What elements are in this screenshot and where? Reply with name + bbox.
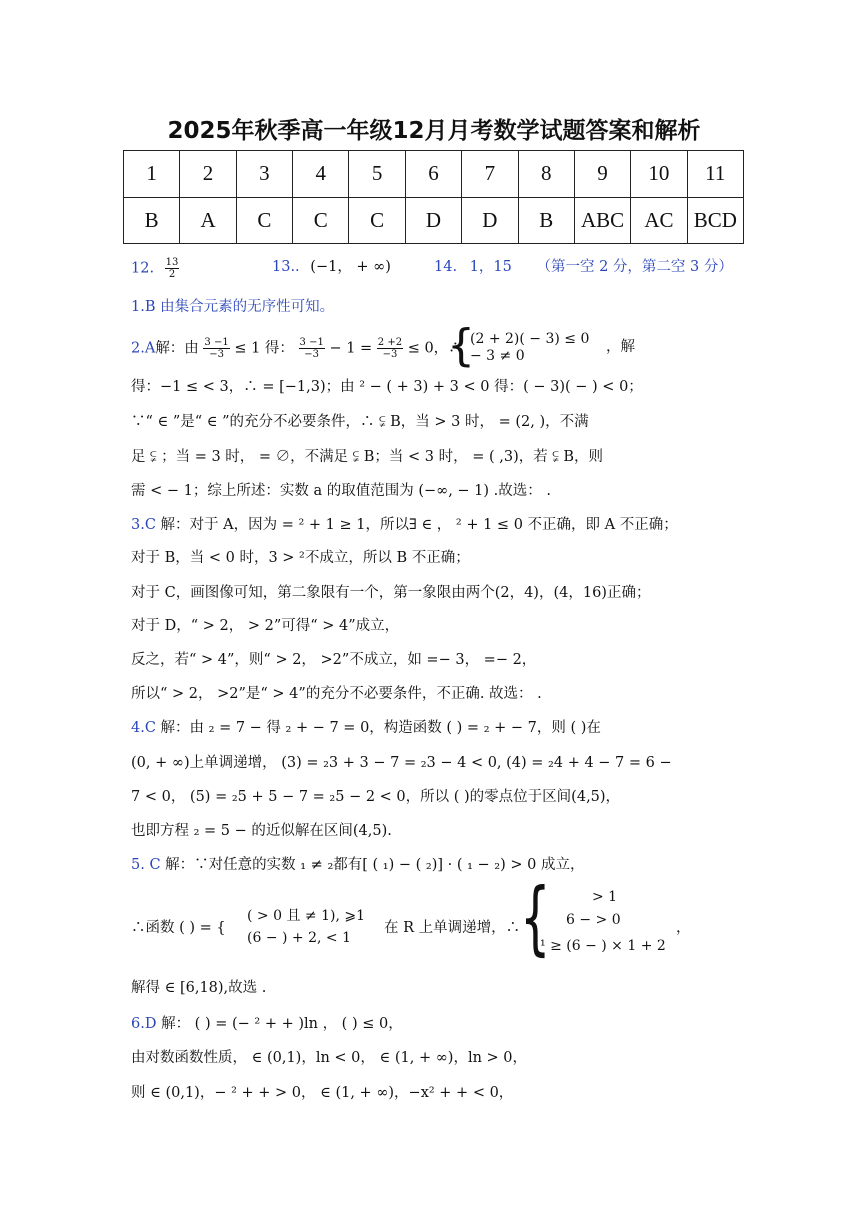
solution-3-line-4: 对于 D，“ > 2， > 2”可得“ > 4”成立，: [131, 618, 400, 634]
question-number: 6: [405, 151, 461, 198]
brace-glyph: {: [520, 871, 551, 964]
condition-2: 6 − > 0: [566, 912, 621, 928]
solution-3-line-2: 对于 B，当 < 0 时，3 > ²不成立，所以 B 不正确；: [131, 550, 470, 566]
solution-6-line-3: 则 ∈ (0,1)，− ² + + > 0， ∈ (1, + ∞)，−x² + + < 0，: [131, 1085, 514, 1101]
answer-cell: AC: [631, 197, 687, 244]
solution-2-line-5: 需 < − 1；综上所述：实数 a 的取值范围为 (−∞, − 1) .故选： .: [131, 483, 552, 499]
solution-2-line-3: ∵“ ∈ ”是“ ∈ ”的充分不必要条件，∴ ⫋ B，当 > 3 时， = (2, )，不满: [131, 414, 589, 430]
q13-value: (−1， + ∞): [310, 259, 391, 275]
solution-5-line-1: 5. C 解：∵对任意的实数 ₁ ≠ ₂都有[ ( ₁) − ( ₂)] · ( ₁ − ₂) > 0 成立，: [131, 857, 585, 873]
condition-1: > 1: [592, 889, 618, 905]
solution-5-comma: ，: [676, 920, 691, 936]
solution-3-label: 3.C: [131, 517, 156, 533]
system-line-2: − 3 ≠ 0: [470, 348, 525, 364]
q14-value: 1，15: [469, 259, 512, 275]
question-number: 7: [462, 151, 518, 198]
answer-cell: A: [180, 197, 236, 244]
solution-3-line-6: 所以“ > 2， >2”是“ > 4”的充分不必要条件，不正确. 故选： .: [131, 686, 542, 702]
fraction: $\frac{3 -1}{-3}$: [204, 337, 229, 360]
question-number: 10: [631, 151, 687, 198]
question-number: 1: [124, 151, 180, 198]
question-number: 11: [687, 151, 743, 198]
q14-note: （第一空 2 分，第二空 3 分）: [536, 259, 733, 275]
q14-label: 14.: [434, 259, 458, 275]
brace-glyph: {: [447, 320, 475, 371]
question-number: 8: [518, 151, 574, 198]
solution-3-line-3: 对于 C，画图像可知，第二象限有一个，第一象限由两个(2，4)，(4，16)正确；: [131, 585, 651, 601]
solution-4-line-4: 也即方程 ₂ = 5 − 的近似解在区间(4,5).: [131, 823, 392, 839]
answer-cell: BCD: [687, 197, 743, 244]
q13-answer: [272, 257, 391, 277]
solution-4-line-3: 7 < 0， (5) = ₂5 + 5 − 7 = ₂5 − 2 < 0，所以 ( )的零点位于区间(4,5)，: [131, 789, 621, 805]
q13-label: 13..: [272, 259, 300, 275]
solution-2-line-1: 2.A解：由 $\frac{3 -1}{-3}$ ≤ 1 得： $\frac{3 -1}{-3}$ − 1 = $\frac{2 +2}{-3}$ ≤ 0，∴: [131, 337, 463, 360]
solution-2-tail: ，解: [606, 339, 635, 355]
q14-answer: [434, 257, 733, 277]
answer-cell: B: [518, 197, 574, 244]
solution-5-result: 解得 ∈ [6,18),故选 .: [131, 980, 267, 996]
fill-in-answers: [131, 257, 179, 280]
solution-3-line-1: 3.C 解：对于 A，因为 = ² + 1 ≥ 1，所以∃ ∈ ， ² + 1 ≤ 0 不正确，即 A 不正确；: [131, 517, 678, 533]
question-number: 4: [293, 151, 349, 198]
question-number: 9: [574, 151, 630, 198]
system-line-1: (2 + 2)( − 3) ≤ 0: [470, 331, 590, 347]
solution-2-line-2: 得：−1 ≤ < 3，∴ = [−1,3)；由 ² − ( + 3) + 3 < 0 得：( − 3)( − ) < 0；: [131, 379, 643, 395]
page-title: 2025年秋季高一年级12月月考数学试题答案和解析: [167, 118, 701, 144]
question-number: 3: [236, 151, 292, 198]
solution-6-line-2: 由对数函数性质， ∈ (0,1)，ln < 0， ∈ (1, + ∞)，ln > 0，: [131, 1050, 528, 1066]
fraction: $\frac{2 +2}{-3}$: [377, 337, 403, 360]
answer-cell: C: [236, 197, 292, 244]
answer-cell: C: [293, 197, 349, 244]
solution-4-line-1: 4.C 解：由 ₂ = 7 − 得 ₂ + − 7 = 0，构造函数 ( ) = ₂ + − 7，则 ( )在: [131, 720, 601, 736]
answer-table-answer-row: [124, 197, 744, 244]
solution-2-line-4: 足 ⫋ ；当 = 3 时， = ∅，不满足 ⫋ B；当 < 3 时， = ( ,3)，若 ⫋ B，则: [131, 449, 604, 465]
question-number: 5: [349, 151, 405, 198]
solution-4-line-2: (0, + ∞)上单调递增， (3) = ₂3 + 3 − 7 = ₂3 − 4 < 0, (4) = ₂4 + 4 − 7 = 6 −: [131, 755, 672, 771]
answer-cell: ABC: [574, 197, 630, 244]
solution-6-label: 6.D: [131, 1016, 157, 1032]
solution-1: 1.B 由集合元素的无序性可知。: [131, 299, 335, 315]
solution-3-line-5: 反之，若“ > 4”，则“ > 2， >2”不成立，如 =− 3， =− 2，: [131, 652, 537, 668]
condition-3: ¹ ≥ (6 − ) × 1 + 2: [540, 938, 666, 954]
answer-cell: C: [349, 197, 405, 244]
answer-cell: B: [124, 197, 180, 244]
solution-5-function: ∴函数 ( ) = {: [131, 920, 226, 936]
piecewise-case-2: (6 − ) + 2, < 1: [247, 930, 351, 946]
answer-table: [123, 150, 744, 244]
q12-label: 12.: [131, 260, 155, 277]
answer-cell: D: [462, 197, 518, 244]
solution-4-label: 4.C: [131, 720, 156, 736]
solution-5-monotone: 在 R 上单调递增，∴: [384, 920, 521, 936]
q12-fraction: $\frac{13}{2}$: [165, 257, 179, 280]
answer-table-number-row: [124, 151, 744, 198]
piecewise-case-1: ( > 0 且 ≠ 1), ⩾1: [247, 908, 365, 924]
answer-cell: D: [405, 197, 461, 244]
question-number: 2: [180, 151, 236, 198]
solution-6-line-1: 6.D 解： ( ) = (− ² + + )ln ， ( ) ≤ 0，: [131, 1016, 403, 1032]
solution-5-label: 5. C: [131, 857, 161, 873]
fraction: $\frac{3 -1}{-3}$: [299, 337, 324, 360]
solution-2-label: 2.A: [131, 340, 156, 357]
